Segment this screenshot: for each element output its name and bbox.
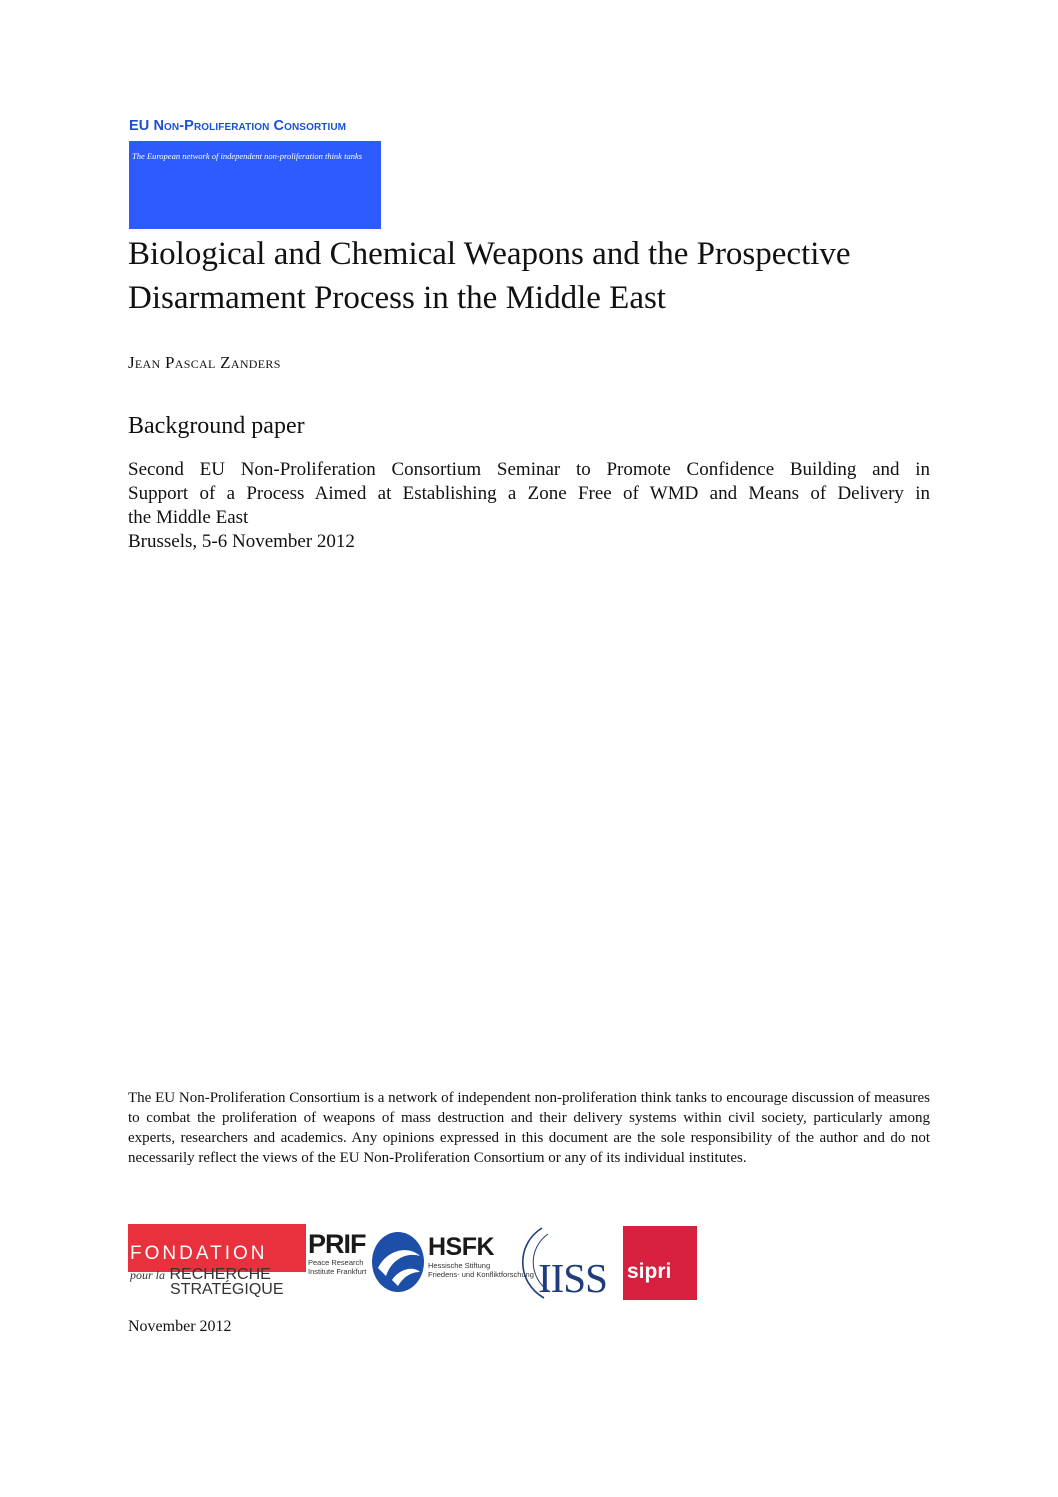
hsfk-name: HSFK [428, 1233, 495, 1261]
org-name: EU Non-Proliferation Consortium [129, 118, 347, 134]
event-line-1: Second EU Non-Proliferation Consortium Seminar to Promote Confidence Building and in [128, 459, 930, 480]
event-description [128, 458, 930, 554]
publication-date: November 2012 [128, 1318, 232, 1335]
sipri-name: sipri [627, 1260, 672, 1283]
hsfk-logo [428, 1233, 534, 1294]
frs-pour-la: pour la [130, 1268, 166, 1282]
frs-line-1: FONDATION [130, 1243, 268, 1264]
frs-line-3: STRATÉGIQUE [170, 1281, 284, 1298]
title-line-2: Disarmament Process in the Middle East [128, 280, 666, 316]
org-banner [129, 141, 381, 229]
event-line-3: the Middle East [128, 507, 249, 528]
author-name: Jean Pascal Zanders [128, 353, 281, 372]
iiss-logo [512, 1224, 624, 1302]
prif-sub-1: Peace Research [308, 1258, 364, 1267]
hsfk-sub-2: Friedens- und Konfliktforschung [428, 1270, 534, 1279]
hsfk-sub-1: Hessische Stiftung [428, 1261, 491, 1270]
prif-name: PRIF [308, 1229, 366, 1259]
frs-recherche: RECHERCHE [169, 1266, 271, 1283]
event-line-2: Support of a Process Aimed at Establishing a Zone Free of WMD and Means of Delivery in [128, 483, 930, 504]
prif-sub-2: Institute Frankfurt [308, 1267, 367, 1276]
frs-logo [128, 1224, 306, 1300]
disclaimer-text: The EU Non-Proliferation Consortium is a network of independent non-proliferation think tanks to encourage discussion of measures to combat the proliferation of weapons of mass destruction and their delivery systems within civil society, particularly among experts, researchers and academics. Any opinions expressed in this document are the sole responsibility of the author and do not necessarily reflect the views of the EU Non-Proliferation Consortium or any of its individual institutes. [128, 1090, 930, 1166]
paper-type: Background paper [128, 413, 305, 439]
org-tagline: The European network of independent non-proliferation think tanks [132, 151, 363, 161]
hsfk-swirl-icon [370, 1228, 426, 1296]
document-title [128, 232, 948, 320]
event-line-4: Brussels, 5-6 November 2012 [128, 531, 355, 552]
iiss-name: IISS [538, 1255, 607, 1301]
title-line-1: Biological and Chemical Weapons and the Prospective [128, 236, 851, 272]
sipri-logo [623, 1226, 697, 1300]
prif-logo [308, 1230, 378, 1296]
institute-logos [128, 1224, 698, 1302]
